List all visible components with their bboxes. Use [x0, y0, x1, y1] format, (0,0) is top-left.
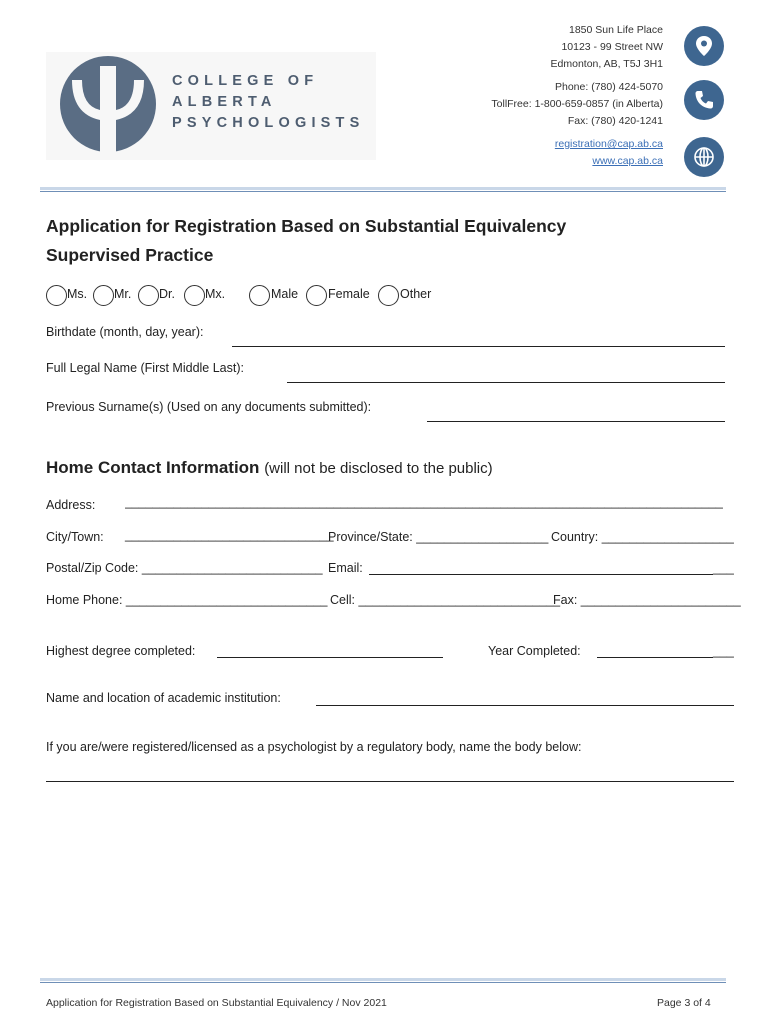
radio-ms-label: Ms. [67, 287, 88, 301]
home-contact-title [46, 458, 493, 478]
phone-text: Phone: (780) 424-5070 [555, 81, 663, 93]
footer-text: Application for Registration Based on Substantial Equivalency / Nov 2021 [46, 997, 387, 1009]
radio-ms[interactable] [46, 285, 67, 306]
degree-field[interactable] [217, 657, 443, 658]
postal-field[interactable]: Postal/Zip Code: __________________________ [46, 561, 323, 575]
province-field[interactable]: Province/State: ___________________ [328, 530, 549, 544]
radio-mx-label: Mx. [205, 287, 226, 301]
radio-male[interactable] [249, 285, 270, 306]
home-contact-note: (will not be disclosed to the public) [264, 460, 493, 477]
radio-male-label: Male [271, 287, 299, 301]
fullname-field[interactable] [287, 382, 725, 383]
radio-female[interactable] [306, 285, 327, 306]
contact-block [491, 22, 663, 170]
phone-icon [684, 80, 724, 120]
location-pin-icon [684, 26, 724, 66]
degree-label: Highest degree completed: [46, 644, 196, 658]
radio-mr[interactable] [93, 285, 114, 306]
email-link[interactable]: registration@cap.ab.ca [554, 138, 663, 150]
header-divider [40, 187, 726, 190]
city-label: City/Town: [46, 530, 104, 544]
home-contact-heading: Home Contact Information [46, 458, 260, 477]
email-field[interactable] [369, 574, 713, 575]
address-label: Address: [46, 498, 96, 512]
footer-divider [40, 978, 726, 981]
radio-other-label: Other [400, 287, 432, 301]
email-label: Email: [328, 561, 363, 575]
year-label: Year Completed: [488, 644, 581, 658]
registered-label: If you are/were registered/licensed as a psychologist by a regulatory body, name the body below: [46, 740, 582, 754]
address-line2: 10123 - 99 Street NW [561, 41, 663, 53]
website-link[interactable]: www.cap.ab.ca [592, 155, 663, 167]
fullname-label: Full Legal Name (First Middle Last): [46, 361, 244, 375]
prev-surname-field[interactable] [427, 421, 725, 422]
city-field[interactable]: ______________________________ [125, 528, 334, 542]
registered-field[interactable] [46, 781, 734, 782]
year-tail: ___ [713, 644, 734, 658]
tollfree-text: TollFree: 1-800-659-0857 (in Alberta) [491, 98, 663, 110]
birthdate-field[interactable] [232, 346, 725, 347]
radio-mr-label: Mr. [114, 287, 132, 301]
radio-female-label: Female [328, 287, 370, 301]
radio-mx[interactable] [184, 285, 205, 306]
fax-field[interactable]: Fax: _______________________ [553, 593, 741, 607]
org-name-line2: ALBERTA [172, 94, 277, 110]
org-name-line1: COLLEGE OF [172, 73, 319, 89]
radio-dr-label: Dr. [159, 287, 175, 301]
country-field[interactable]: Country: ___________________ [551, 530, 734, 544]
radio-dr[interactable] [138, 285, 159, 306]
footer-divider-thin [40, 982, 726, 983]
org-name [172, 71, 364, 134]
birthdate-label: Birthdate (month, day, year): [46, 325, 204, 339]
institution-label: Name and location of academic institution: [46, 691, 281, 705]
institution-field[interactable] [316, 705, 734, 706]
header-divider-thin [40, 191, 726, 192]
prev-surname-label: Previous Surname(s) (Used on any documents submitted): [46, 400, 372, 414]
year-field[interactable] [597, 657, 713, 658]
address-field[interactable]: ______________________________________________________________________________________ [125, 495, 723, 509]
home-phone-field[interactable]: Home Phone: _____________________________ [46, 593, 328, 607]
address-line1: 1850 Sun Life Place [569, 24, 663, 36]
radio-other[interactable] [378, 285, 399, 306]
fax-text: Fax: (780) 420-1241 [567, 115, 663, 127]
psi-logo-icon [58, 52, 168, 160]
form-subtitle: Supervised Practice [46, 245, 214, 265]
address-line3: Edmonton, AB, T5J 3H1 [550, 58, 663, 70]
cell-field[interactable]: Cell: _____________________________ [330, 593, 561, 607]
email-tail: ___ [713, 561, 734, 575]
page-number: Page 3 of 4 [657, 997, 711, 1009]
org-name-line3: PSYCHOLOGISTS [172, 115, 365, 131]
form-title: Application for Registration Based on Substantial Equivalency [46, 216, 567, 236]
globe-icon [684, 137, 724, 177]
